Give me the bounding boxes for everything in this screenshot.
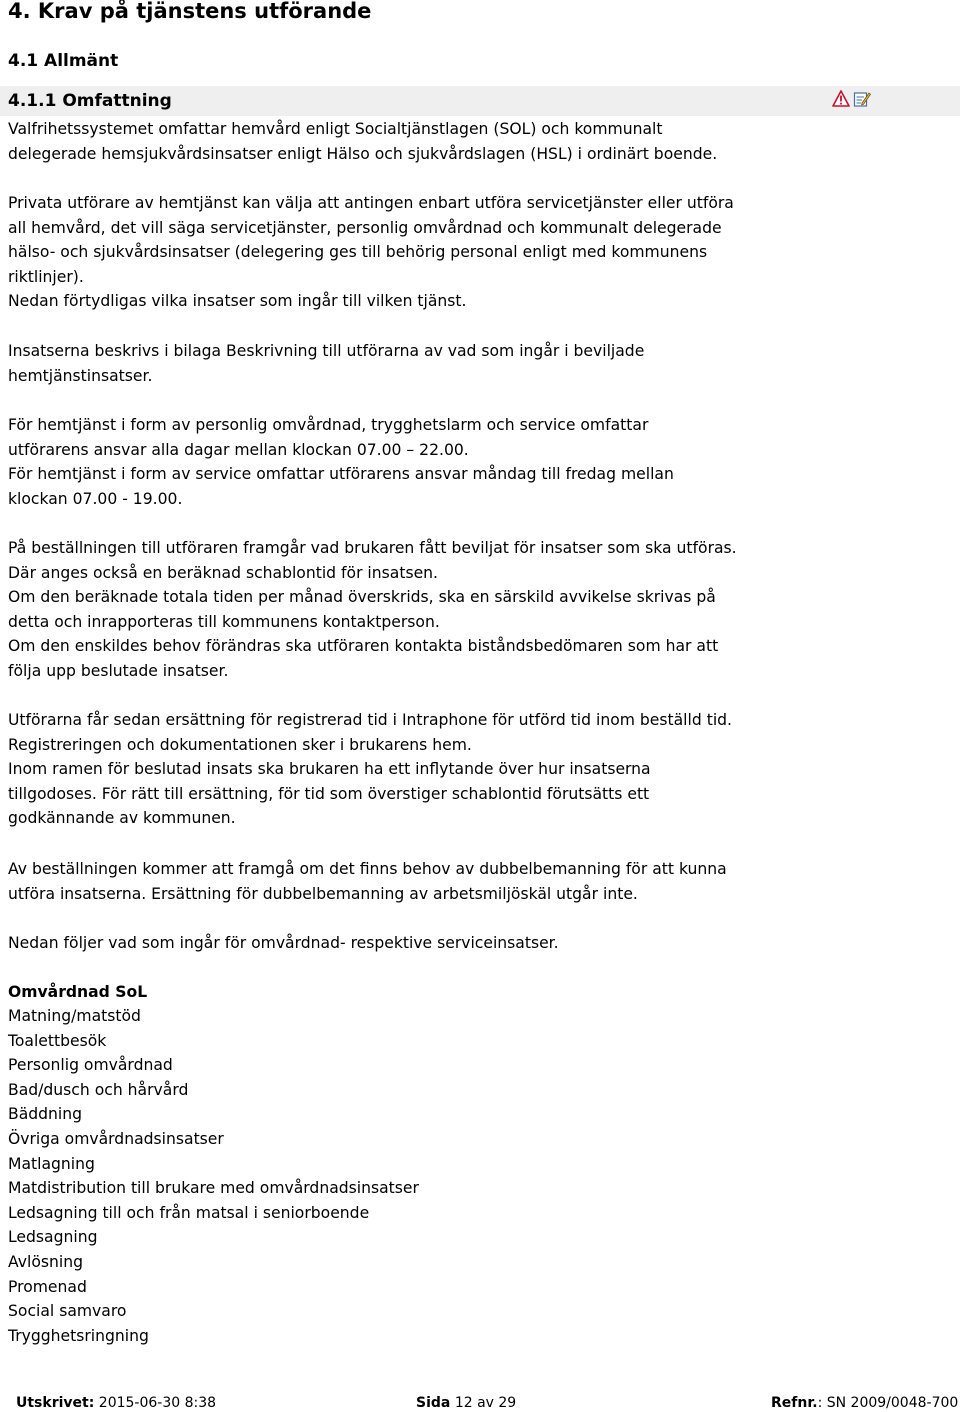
list-item: Promenad bbox=[8, 1277, 87, 1296]
text-line: För hemtjänst i form av service omfattar utförarens ansvar måndag till fredag mellan bbox=[8, 465, 674, 484]
footer-ref-label: Refnr. bbox=[771, 1395, 818, 1411]
paragraph-private-providers bbox=[8, 191, 734, 314]
list-item: Avlösning bbox=[8, 1252, 83, 1271]
list-item: Personlig omvårdnad bbox=[8, 1056, 173, 1075]
text-line: På beställningen till utföraren framgår vad brukaren fått beviljat för insatser som ska utföras. bbox=[8, 539, 737, 557]
paragraph-hours bbox=[8, 413, 674, 511]
text-line: följa upp beslutade insatser. bbox=[8, 661, 229, 680]
text-line: Om den beräknade totala tiden per månad överskrids, ska en särskild avvikelse skrivas på bbox=[8, 588, 716, 607]
list-item: Matdistribution till brukare med omvårdnadsinsatser bbox=[8, 1179, 419, 1198]
text-line: hälso- och sjukvårdsinsatser (delegering ges till behörig personal enligt med kommunens bbox=[8, 243, 708, 262]
list-item: Ledsagning till och från matsal i seniorboende bbox=[8, 1203, 370, 1222]
paragraph-order bbox=[8, 536, 737, 684]
page-footer bbox=[0, 1394, 960, 1412]
text-line: Nedan följer vad som ingår för omvårdnad- respektive serviceinsatser. bbox=[8, 934, 559, 952]
text-line: Där anges också en beräknad schablontid för insatsen. bbox=[8, 563, 439, 582]
text-line: Valfrihetssystemet omfattar hemvård enligt Socialtjänstlagen (SOL) och kommunalt bbox=[8, 120, 663, 138]
text-line: Inom ramen för beslutad insats ska brukaren ha ett inflytande över hur insatserna bbox=[8, 760, 651, 779]
footer-printed-label: Utskrivet: bbox=[16, 1395, 95, 1411]
text-line: Utförarna får sedan ersättning för registrerad tid i Intraphone för utförd tid inom beställd tid. bbox=[8, 711, 733, 729]
care-services-list bbox=[8, 1004, 419, 1348]
text-line: riktlinjer). bbox=[8, 267, 84, 286]
text-line: klockan 07.00 - 19.00. bbox=[8, 489, 183, 508]
list-item: Matning/matstöd bbox=[8, 1007, 141, 1025]
list-item: Övriga omvårdnadsinsatser bbox=[8, 1129, 224, 1148]
text-line: Av beställningen kommer att framgå om det finns behov av dubbelbemanning för att kunna bbox=[8, 860, 727, 878]
text-line: Privata utförare av hemtjänst kan välja att antingen enbart utföra servicetjänster eller utföra bbox=[8, 194, 734, 212]
footer-reference bbox=[771, 1394, 958, 1412]
footer-printed bbox=[16, 1394, 216, 1412]
footer-page-value: 12 av 29 bbox=[454, 1395, 517, 1411]
footer-page bbox=[416, 1394, 516, 1412]
paragraph-double-staffing bbox=[8, 857, 727, 906]
list-item: Trygghetsringning bbox=[8, 1326, 149, 1345]
list-item: Bad/dusch och hårvård bbox=[8, 1080, 189, 1099]
text-line: För hemtjänst i form av personlig omvårdnad, trygghetslarm och service omfattar bbox=[8, 416, 649, 434]
text-line: utföra insatserna. Ersättning för dubbelbemanning av arbetsmiljöskäl utgår inte. bbox=[8, 884, 638, 903]
paragraph-scope bbox=[8, 117, 717, 166]
list-item: Toalettbesök bbox=[8, 1031, 107, 1050]
list-item: Matlagning bbox=[8, 1154, 95, 1173]
text-line: hemtjänstinsatser. bbox=[8, 366, 153, 385]
text-line: Om den enskildes behov förändras ska utföraren kontakta biståndsbedömaren som har att bbox=[8, 637, 719, 656]
text-line: Insatserna beskrivs i bilaga Beskrivning till utförarna av vad som ingår i beviljade bbox=[8, 342, 645, 360]
list-item: Bäddning bbox=[8, 1105, 83, 1124]
heading-level-2: 4.1 Allmänt bbox=[8, 51, 119, 71]
edit-note-icon[interactable] bbox=[853, 90, 871, 108]
footer-page-label: Sida bbox=[416, 1395, 451, 1411]
paragraph-appendix bbox=[8, 339, 644, 388]
footer-ref-value: : SN 2009/0048-700 bbox=[817, 1395, 959, 1411]
text-line: detta och inrapporteras till kommunens kontaktperson. bbox=[8, 612, 440, 631]
text-line: utförarens ansvar alla dagar mellan klockan 07.00 – 22.00. bbox=[8, 440, 469, 459]
list-heading: Omvårdnad SoL bbox=[8, 983, 148, 1001]
text-line: Registreringen och dokumentationen sker i brukarens hem. bbox=[8, 735, 472, 754]
text-line: delegerade hemsjukvårdsinsatser enligt Hälso och sjukvårdslagen (HSL) i ordinärt boende. bbox=[8, 144, 718, 163]
list-item: Social samvaro bbox=[8, 1302, 127, 1321]
heading-level-3: 4.1.1 Omfattning bbox=[8, 91, 172, 111]
text-line: all hemvård, det vill säga servicetjänster, personlig omvårdnad och kommunalt delegerade bbox=[8, 218, 722, 237]
list-item: Ledsagning bbox=[8, 1228, 98, 1247]
footer-printed-value: 2015-06-30 8:38 bbox=[98, 1395, 217, 1411]
paragraph-compensation bbox=[8, 708, 732, 831]
heading-level-1: 4. Krav på tjänstens utförande bbox=[8, 0, 372, 23]
text-line: Nedan förtydligas vilka insatser som ingår till vilken tjänst. bbox=[8, 292, 467, 311]
text-line: tillgodoses. För rätt till ersättning, för tid som överstiger schablontid förutsätts ett bbox=[8, 784, 650, 803]
text-line: godkännande av kommunen. bbox=[8, 809, 236, 828]
paragraph-list-intro bbox=[8, 931, 559, 956]
warning-icon[interactable] bbox=[832, 90, 850, 108]
